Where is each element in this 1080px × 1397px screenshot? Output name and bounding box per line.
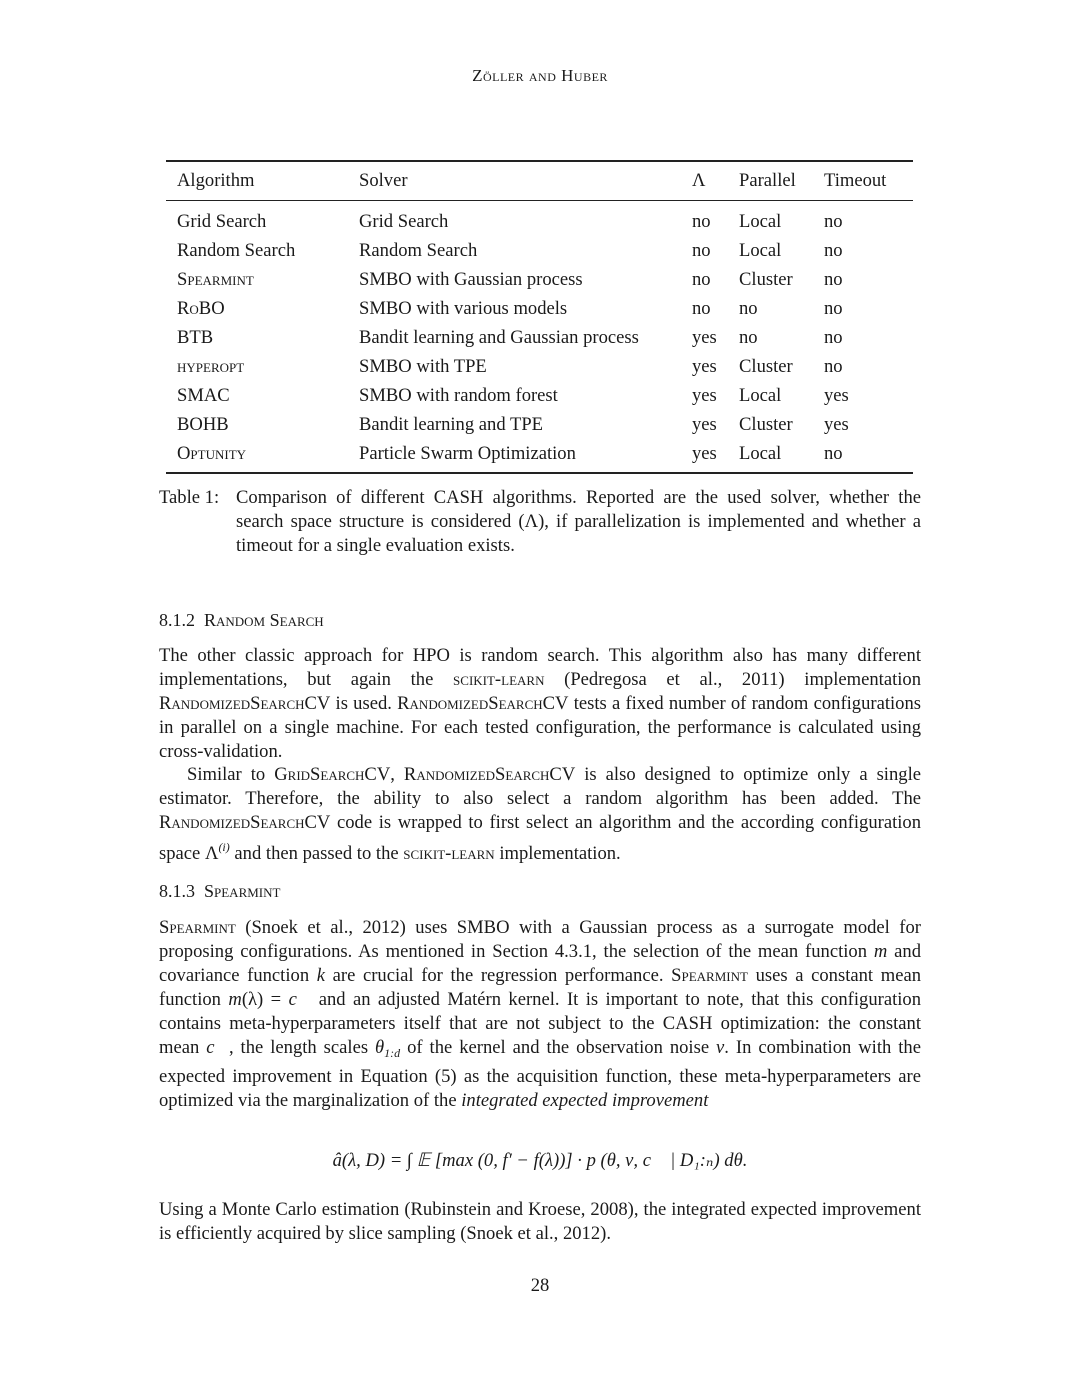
text-run: integrated expected improvement — [461, 1090, 709, 1111]
section-heading-spearmint — [159, 881, 280, 902]
table-cell: Cluster — [739, 413, 793, 435]
table-cell: no — [692, 268, 711, 290]
text-run: c⃗ — [206, 1037, 229, 1058]
table-cell: SMBO with various models — [359, 297, 568, 319]
section-number: 8.1.3 — [159, 881, 195, 901]
table-cell: no — [824, 297, 843, 319]
table-cell: no — [692, 210, 711, 232]
text-run: ν — [716, 1037, 725, 1058]
page-number: 28 — [530, 1275, 550, 1296]
text-run: and then passed to the — [229, 843, 404, 864]
paragraph — [159, 916, 921, 1113]
text-run: (i) — [218, 840, 230, 854]
algorithm-cell: BOHB — [177, 413, 229, 435]
column-header: Parallel — [739, 170, 796, 191]
table-cell: no — [824, 239, 843, 261]
text-run: of the kernel and the observation noise — [400, 1037, 717, 1058]
text-run: implementation. — [494, 843, 621, 864]
section-title: Spearmint — [204, 881, 281, 901]
algorithm-cell: SMAC — [177, 384, 230, 406]
table-cell: no — [692, 297, 711, 319]
table-cell: no — [824, 442, 843, 464]
table-cell: yes — [692, 326, 717, 348]
table-cell: Local — [739, 239, 782, 261]
text-run: 1:d — [384, 1046, 401, 1060]
table-cell: Local — [739, 210, 782, 232]
table-row — [166, 294, 913, 323]
algorithm-cell: Grid Search — [177, 210, 267, 232]
text-run: (λ) = — [241, 989, 289, 1010]
text-run: θ — [375, 1037, 385, 1058]
table-cell: Local — [739, 384, 782, 406]
text-run: k — [316, 965, 326, 986]
text-run: uses a constant mean function — [159, 965, 921, 1010]
text-run: , the length scales — [228, 1037, 376, 1058]
text-run: Spearmint — [159, 917, 236, 938]
table-row — [166, 236, 913, 265]
table-cell: Cluster — [739, 268, 793, 290]
table-caption — [159, 486, 921, 558]
text-run: and covariance function — [159, 941, 921, 986]
text-run: RandomizedSearchCV — [403, 764, 576, 785]
algorithm-cell: RoBO — [177, 297, 225, 319]
text-run: (Snoek et al., 2012) uses SMBO with a Gaussian process as a surrogate model for proposing configurations. As mentioned in Section 4.3.1, the selection of the mean function — [159, 917, 921, 962]
table-row — [166, 265, 913, 294]
table-cell: SMBO with Gaussian process — [359, 268, 583, 290]
paragraph — [159, 1198, 921, 1246]
caption-label: Table 1: — [159, 487, 220, 508]
text-run: m — [873, 941, 888, 962]
table-cell: yes — [692, 384, 717, 406]
text-run: and an adjusted Matérn kernel. It is important to note, that this configuration contains meta-hyperparameters itself that are not subject to the CASH optimization: the constant mean — [159, 989, 921, 1058]
text-run: are crucial for the regression performance. — [325, 965, 672, 986]
table-cell: Local — [739, 442, 782, 464]
section-title: Random Search — [204, 610, 324, 630]
text-run: Using a Monte Carlo estimation (Rubinstein and Kroese, 2008), the integrated expected improvement is efficiently acquired by slice sampling (Snoek et al., 2012). — [159, 1199, 921, 1244]
table-header-row — [166, 161, 913, 201]
table-cell: Particle Swarm Optimization — [359, 442, 576, 464]
section-number: 8.1.2 — [159, 610, 195, 630]
table-row — [166, 352, 913, 381]
section-heading-random-search — [159, 610, 324, 631]
table-cell: no — [692, 239, 711, 261]
algorithm-cell: Random Search — [177, 239, 296, 261]
table-cell: no — [824, 326, 843, 348]
text-run: scikit-learn — [403, 843, 495, 864]
table-cell: yes — [824, 413, 849, 435]
text-run: The other classic approach for HPO is random search. This algorithm also has many different implementations, but again the — [159, 645, 921, 690]
text-run: code is wrapped to first select an algorithm and the according configuration space Λ — [159, 812, 921, 864]
column-header: Solver — [359, 170, 408, 191]
text-run: GridSearchCV — [274, 764, 391, 785]
caption-text: Comparison of different CASH algorithms. Reported are the used solver, whether the search space structure is considered (Λ), if parallelization is implemented and whether a timeout for a single evaluation exists. — [236, 487, 921, 556]
column-header: Timeout — [824, 170, 887, 191]
text-run: c⃗ — [288, 989, 312, 1010]
paragraph — [159, 644, 921, 764]
table-cell: no — [739, 326, 758, 348]
comparison-table — [166, 160, 913, 474]
equation: â(λ, D) = ∫ 𝔼 [max (0, f′ − f(λ))] · p (θ, ν, c⃗ | D₁:ₙ) dθ. — [332, 1150, 748, 1171]
table-cell: SMBO with TPE — [359, 355, 487, 377]
text-run: , — [390, 764, 404, 785]
algorithm-cell: Spearmint — [177, 268, 254, 290]
table-cell: no — [739, 297, 758, 319]
column-header: Λ — [692, 170, 706, 191]
text-run: . In combination with the expected improvement in Equation (5) as the acquisition function, these meta-hyperparameters are optimized via the marginalization of the — [159, 1037, 921, 1111]
text-run: tests a fixed number of random configurations in parallel on a single machine. For each tested configuration, the performance is calculated using cross-validation. — [159, 693, 922, 762]
table-cell: Bandit learning and TPE — [359, 413, 544, 435]
table-cell: yes — [692, 442, 717, 464]
table-row — [166, 201, 913, 237]
table-cell: Grid Search — [359, 210, 449, 232]
text-run: scikit-learn — [453, 669, 545, 690]
text-run: RandomizedSearchCV — [397, 693, 569, 714]
table-row — [166, 410, 913, 439]
table-cell: no — [824, 210, 843, 232]
text-run: RandomizedSearchCV — [159, 812, 331, 833]
table-row — [166, 323, 913, 352]
table-cell: SMBO with random forest — [359, 384, 558, 406]
text-run: m — [228, 989, 242, 1010]
text-run: is used. — [330, 693, 398, 714]
table-cell: no — [824, 268, 843, 290]
table-cell: Bandit learning and Gaussian process — [359, 326, 639, 348]
text-run: RandomizedSearchCV — [159, 693, 331, 714]
text-run: Similar to — [187, 764, 275, 785]
algorithm-cell: Optunity — [177, 442, 247, 464]
text-run: Spearmint — [671, 965, 748, 986]
paragraph — [159, 763, 921, 866]
table-cell: yes — [824, 384, 849, 406]
text-run: is also designed to optimize only a single estimator. Therefore, the ability to also select a random algorithm has been added. The — [159, 764, 921, 809]
algorithm-cell: hyperopt — [177, 355, 245, 377]
column-header: Algorithm — [177, 170, 255, 191]
table-row — [166, 381, 913, 410]
table-cell: yes — [692, 355, 717, 377]
text-run: (Pedregosa et al., 2011) implementation — [544, 669, 921, 690]
table-cell: Cluster — [739, 355, 793, 377]
table-cell: no — [824, 355, 843, 377]
algorithm-cell: BTB — [177, 326, 214, 348]
running-head: Zöller and Huber — [472, 66, 608, 85]
table-cell: Random Search — [359, 239, 478, 261]
table-row — [166, 439, 913, 473]
table-cell: yes — [692, 413, 717, 435]
